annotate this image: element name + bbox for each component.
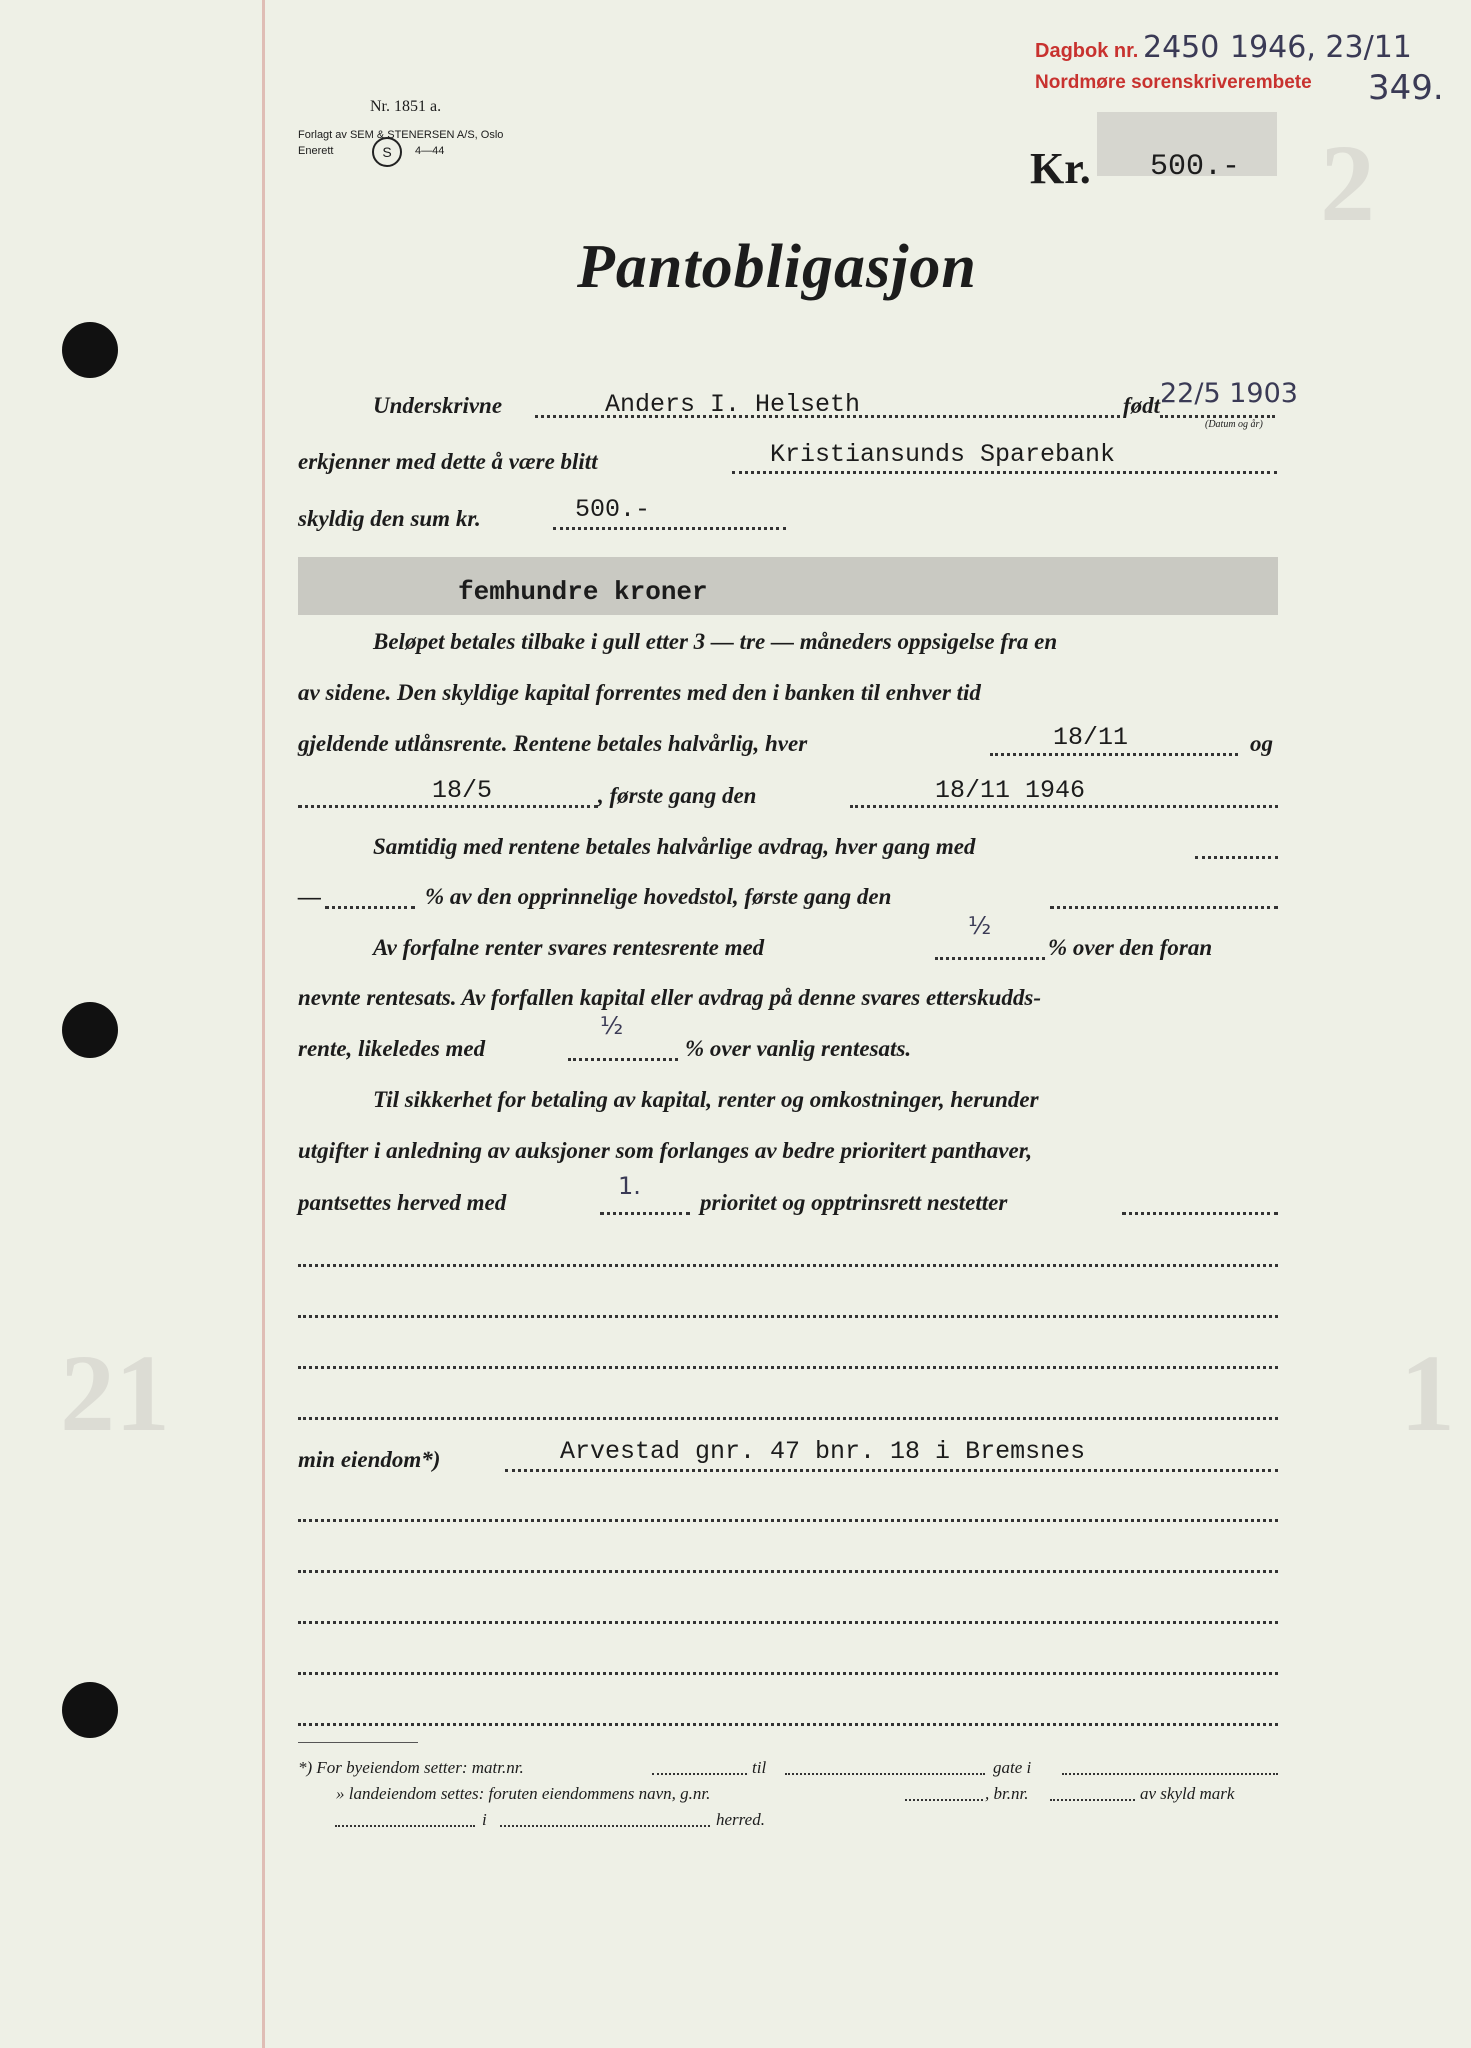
footnote-word: gate i — [993, 1758, 1032, 1777]
fill-line — [505, 1469, 1278, 1472]
late-interest-rate-1: ½ — [968, 912, 992, 940]
terms-line: av sidene. Den skyldige kapital forrentes med den i banken til enhver tid — [298, 680, 981, 705]
terms-line: % over vanlig rentesats. — [685, 1036, 912, 1061]
property-label: min eiendom*) — [298, 1447, 441, 1472]
fill-line — [298, 1315, 1278, 1318]
footnote-line2: » landeiendom settes: foruten eiendommens navn, g.nr. — [336, 1784, 711, 1803]
form-publisher: Forlagt av SEM & STENERSEN A/S, Oslo — [298, 129, 504, 141]
footnote-word: herred. — [716, 1810, 765, 1829]
fill-line — [298, 1723, 1278, 1726]
fill-line — [990, 753, 1238, 756]
terms-line: — — [298, 884, 321, 909]
fill-line — [325, 906, 415, 909]
footnote-word: i — [482, 1810, 487, 1829]
fill-line — [1050, 1799, 1135, 1801]
footnote-line1: *) For byeiendom setter: matr.nr. — [298, 1758, 524, 1777]
fill-line — [905, 1799, 983, 1801]
sum-value: 500.- — [575, 495, 651, 524]
terms-line: Til sikkerhet for betaling av kapital, renter og omkostninger, herunder — [373, 1087, 1039, 1112]
interest-date-2: 18/5 — [432, 776, 493, 805]
footnote-word: av skyld mark — [1140, 1784, 1235, 1803]
stamp-dagbok-number: 2450 — [1143, 30, 1220, 65]
amount-value: 500.- — [1150, 150, 1241, 184]
fill-line — [785, 1773, 985, 1775]
fill-line — [298, 1672, 1278, 1675]
terms-line: rente, likeledes med — [298, 1036, 486, 1061]
terms-line: % av den opprinnelige hovedstol, første gang den — [425, 884, 892, 909]
fill-line — [335, 1825, 475, 1827]
priority-value: 1. — [618, 1172, 641, 1200]
amount-label: Kr. — [1030, 144, 1091, 193]
terms-line: Beløpet betales tilbake i gull etter 3 — tre — måneders oppsigelse fra en — [373, 629, 1058, 654]
late-interest-rate-2: ½ — [600, 1012, 624, 1040]
bleed-through-mark: 2 — [1320, 122, 1375, 244]
fill-line — [732, 471, 1277, 474]
first-payment-date: 18/11 1946 — [935, 776, 1086, 805]
fill-line — [1195, 856, 1278, 859]
document-title: Pantobligasjon — [577, 233, 977, 301]
debtor-label: Underskrivne — [373, 393, 503, 418]
fill-line — [600, 1212, 690, 1215]
creditor-label: erkjenner med dette å være blitt — [298, 449, 598, 474]
fill-line — [298, 1621, 1278, 1624]
form-rights: Enerett — [298, 145, 334, 157]
interest-date-1: 18/11 — [1053, 723, 1129, 752]
folio-number: 349. — [1368, 68, 1444, 108]
stamp-date: 1946, 23/11 — [1230, 30, 1412, 65]
form-number: Nr. 1851 a. — [370, 98, 442, 115]
sum-label: skyldig den sum kr. — [298, 506, 481, 531]
margin-rule — [262, 0, 265, 2048]
terms-line: Samtidig med rentene betales halvårlige avdrag, hver gang med — [373, 834, 976, 859]
fill-line — [500, 1825, 710, 1827]
stamp-office: Nordmøre sorenskriverembete — [1035, 72, 1312, 93]
punch-hole — [62, 322, 118, 378]
terms-line: nevnte rentesats. Av forfallen kapital eller avdrag på denne svares etterskudds- — [298, 985, 1041, 1010]
form-print-code: 4—44 — [415, 145, 445, 157]
terms-word: og — [1250, 731, 1273, 756]
publisher-logo: S — [372, 137, 402, 167]
fill-line — [1062, 1773, 1278, 1775]
terms-line: prioritet og opptrinsrett nestetter — [700, 1190, 1008, 1215]
terms-line: % over den foran — [1048, 935, 1213, 960]
amount-in-words: femhundre kroner — [458, 577, 708, 607]
terms-line: , første gang den — [598, 783, 757, 808]
fill-line — [1050, 906, 1278, 909]
property-value: Arvestad gnr. 47 bnr. 18 i Bremsnes — [560, 1437, 1086, 1466]
fill-line — [298, 1366, 1278, 1369]
debtor-name: Anders I. Helseth — [605, 390, 861, 419]
amount-in-words-band — [298, 557, 1278, 615]
fill-line — [553, 527, 786, 530]
fill-line — [850, 805, 1278, 808]
fill-line — [298, 1417, 1278, 1420]
born-date: 22/5 1903 — [1160, 378, 1298, 409]
terms-line: pantsettes herved med — [298, 1190, 507, 1215]
stamp-dagbok: Dagbok nr. — [1035, 40, 1139, 62]
fill-line — [568, 1058, 678, 1061]
terms-line: Av forfalne renter svares rentesrente med — [373, 935, 765, 960]
fill-line — [1122, 1212, 1278, 1215]
fill-line — [298, 1264, 1278, 1267]
fill-line — [298, 1570, 1278, 1573]
footnote-word: , br.nr. — [985, 1784, 1029, 1803]
terms-line: gjeldende utlånsrente. Rentene betales halvårlig, hver — [298, 731, 808, 756]
footnote-rule — [298, 1742, 418, 1743]
fill-line — [298, 805, 598, 808]
born-label: født — [1123, 393, 1161, 418]
bleed-through-mark: 21 — [60, 1332, 170, 1454]
punch-hole — [62, 1682, 118, 1738]
born-hint: (Datum og år) — [1205, 419, 1263, 430]
fill-line — [298, 1519, 1278, 1522]
terms-line: utgifter i anledning av auksjoner som forlanges av bedre prioritert panthaver, — [298, 1138, 1033, 1163]
fill-line — [652, 1773, 747, 1775]
punch-hole — [62, 1002, 118, 1058]
footnote-word: til — [752, 1758, 767, 1777]
creditor-name: Kristiansunds Sparebank — [770, 440, 1116, 469]
fill-line — [935, 957, 1045, 960]
bleed-through-mark: 1 — [1400, 1332, 1455, 1454]
